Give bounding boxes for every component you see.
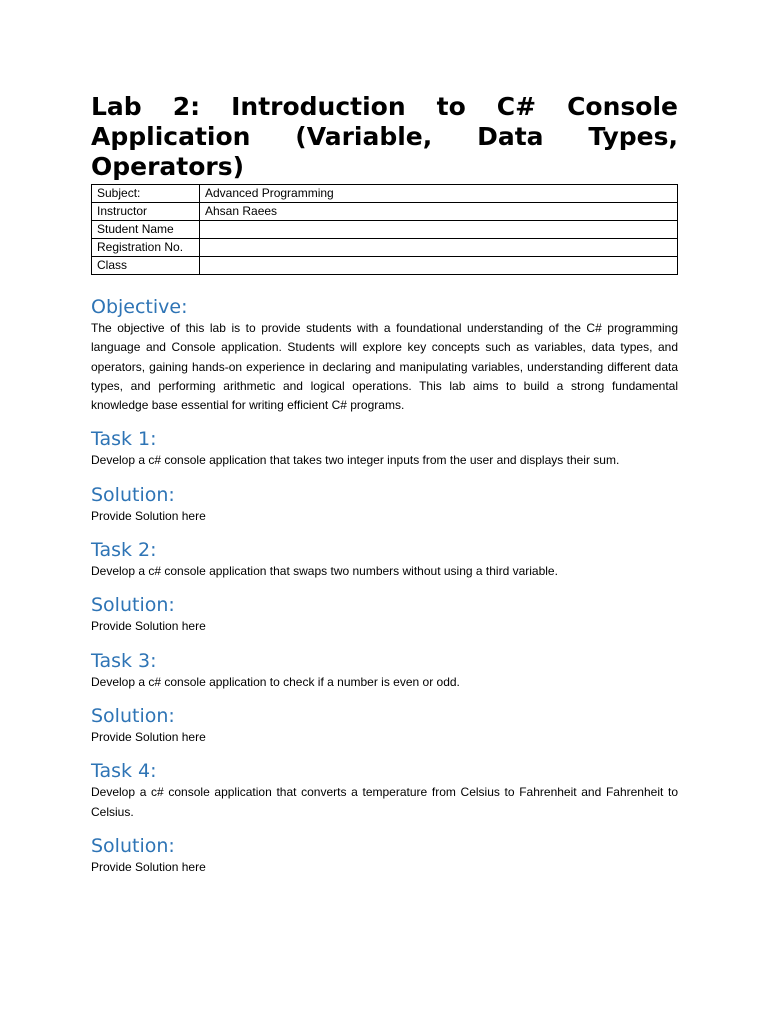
document-page xyxy=(91,92,678,877)
solution-1-text: Provide Solution here xyxy=(91,508,206,523)
info-label: Registration No. xyxy=(92,239,200,257)
info-value xyxy=(200,221,678,239)
solution-4-heading: Solution: xyxy=(91,834,175,857)
task-3-text: Develop a c# console application to check if a number is even or odd. xyxy=(91,674,460,689)
solution-2-text: Provide Solution here xyxy=(91,619,206,634)
info-row-class xyxy=(92,257,678,275)
lab-title: Lab 2: Introduction to C# Console Application (Variable, Data Types, Operators) xyxy=(91,92,678,181)
info-row-subject xyxy=(92,185,678,203)
solution-3-text: Provide Solution here xyxy=(91,729,206,744)
info-row-instructor xyxy=(92,203,678,221)
task-1-text: Develop a c# console application that takes two integer inputs from the user and displays their sum. xyxy=(91,453,620,468)
solution-1-heading: Solution: xyxy=(91,483,175,506)
task-4-heading: Task 4: xyxy=(91,760,157,783)
info-value xyxy=(200,239,678,257)
objective-heading: Objective: xyxy=(91,296,188,318)
info-label: Subject: xyxy=(92,185,200,203)
info-value xyxy=(200,257,678,275)
task-1-heading: Task 1: xyxy=(91,428,157,451)
info-row-registration xyxy=(92,239,678,257)
objective-text: The objective of this lab is to provide students with a foundational understanding of the C# programming language and Console application. Students will explore key concepts such as variables, data types, and operators, gaining hands-on experience in declaring and manipulating variables, understanding different data types, and performing arithmetic and logical operations. This lab aims to build a strong fundamental knowledge base essential for writing efficient C# programs. xyxy=(91,321,678,413)
info-value: Ahsan Raees xyxy=(200,203,678,221)
solution-4-text: Provide Solution here xyxy=(91,859,206,874)
solution-3-heading: Solution: xyxy=(91,704,175,727)
task-4-text: Develop a c# console application that converts a temperature from Celsius to Fahrenheit and Fahrenheit to Celsius. xyxy=(91,785,678,819)
info-row-student-name xyxy=(92,221,678,239)
task-2-text: Develop a c# console application that swaps two numbers without using a third variable. xyxy=(91,564,558,579)
solution-2-heading: Solution: xyxy=(91,594,175,617)
task-2-heading: Task 2: xyxy=(91,539,157,562)
info-label: Class xyxy=(92,257,200,275)
info-label: Instructor xyxy=(92,203,200,221)
info-table xyxy=(91,184,678,275)
info-label: Student Name xyxy=(92,221,200,239)
task-3-heading: Task 3: xyxy=(91,649,157,672)
info-value: Advanced Programming xyxy=(200,185,678,203)
